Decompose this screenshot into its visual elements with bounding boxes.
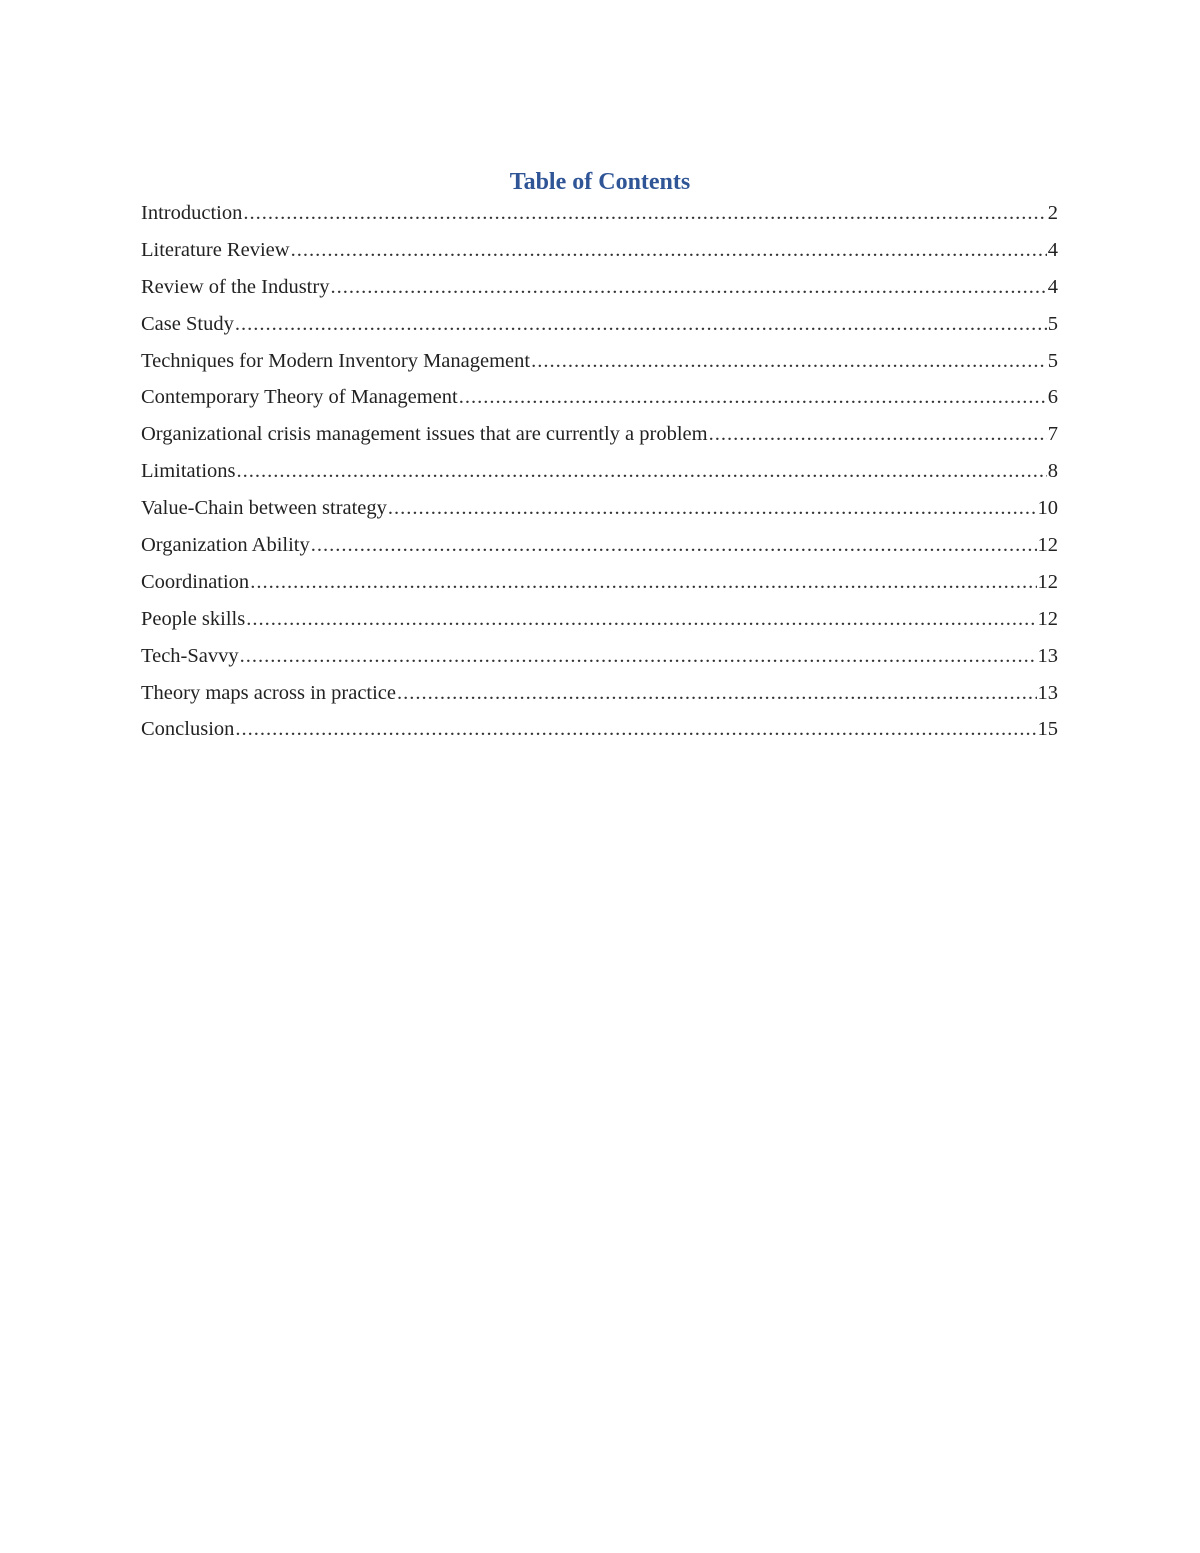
toc-dot-leader	[291, 234, 1047, 266]
toc-entry-crisis-management[interactable]	[141, 418, 1058, 455]
toc-dot-leader	[235, 308, 1047, 340]
toc-entry-theory-maps[interactable]	[141, 677, 1058, 714]
toc-entry-page: 10	[1037, 497, 1058, 520]
toc-dot-leader	[235, 713, 1036, 745]
toc-entry-page: 7	[1047, 423, 1058, 446]
toc-dot-leader	[459, 381, 1047, 413]
toc-entry-coordination[interactable]	[141, 566, 1058, 603]
toc-entry-tech-savvy[interactable]	[141, 640, 1058, 677]
toc-entry-label: Techniques for Modern Inventory Management	[141, 349, 531, 372]
toc-entry-label: Conclusion	[141, 718, 235, 741]
toc-entry-inventory-techniques[interactable]	[141, 345, 1058, 382]
toc-entry-page: 15	[1037, 718, 1058, 741]
toc-list	[141, 197, 1058, 750]
toc-dot-leader	[240, 640, 1037, 672]
toc-entry-conclusion[interactable]	[141, 713, 1058, 750]
toc-entry-label: Value-Chain between strategy	[141, 497, 387, 520]
toc-entry-label: Contemporary Theory of Management	[141, 386, 458, 409]
toc-entry-page: 2	[1047, 202, 1058, 224]
toc-entry-page: 12	[1037, 534, 1058, 557]
toc-entry-label: Organization Ability	[141, 534, 310, 557]
toc-entry-label: Organizational crisis management issues that are currently a problem	[141, 423, 708, 446]
toc-entry-label: Limitations	[141, 460, 236, 483]
toc-dot-leader	[388, 492, 1037, 524]
toc-entry-label: Coordination	[141, 570, 250, 593]
toc-entry-limitations[interactable]	[141, 455, 1058, 492]
toc-dot-leader	[397, 677, 1036, 709]
toc-entry-page: 13	[1037, 681, 1058, 704]
toc-dot-leader	[246, 603, 1036, 635]
toc-entry-people-skills[interactable]	[141, 603, 1058, 640]
toc-entry-page: 4	[1047, 238, 1058, 261]
toc-entry-label: Case Study	[141, 312, 234, 335]
toc-entry-page: 5	[1047, 312, 1058, 335]
toc-dot-leader	[237, 455, 1047, 487]
toc-dot-leader	[243, 197, 1046, 229]
toc-entry-review-of-industry[interactable]	[141, 271, 1058, 308]
toc-entry-value-chain[interactable]	[141, 492, 1058, 529]
toc-dot-leader	[330, 271, 1046, 303]
toc-entry-label: Literature Review	[141, 238, 290, 261]
toc-dot-leader	[531, 345, 1047, 377]
toc-entry-page: 6	[1047, 386, 1058, 409]
toc-dot-leader	[709, 418, 1047, 450]
toc-entry-organization-ability[interactable]	[141, 529, 1058, 566]
toc-entry-page: 4	[1047, 275, 1058, 298]
toc-dot-leader	[250, 566, 1036, 598]
toc-dot-leader	[311, 529, 1037, 561]
toc-title: Table of Contents	[509, 169, 691, 195]
toc-entry-introduction[interactable]	[141, 197, 1058, 234]
toc-entry-label: People skills	[141, 607, 246, 630]
toc-entry-contemporary-theory[interactable]	[141, 381, 1058, 418]
toc-entry-label: Review of the Industry	[141, 275, 330, 298]
toc-entry-case-study[interactable]	[141, 308, 1058, 345]
toc-entry-page: 12	[1037, 570, 1058, 593]
toc-entry-page: 12	[1037, 607, 1058, 630]
toc-entry-label: Tech-Savvy	[141, 644, 239, 667]
toc-entry-page: 8	[1047, 460, 1058, 483]
toc-entry-literature-review[interactable]	[141, 234, 1058, 271]
toc-entry-label: Introduction	[141, 202, 243, 224]
toc-entry-page: 13	[1037, 644, 1058, 667]
toc-entry-page: 5	[1047, 349, 1058, 372]
toc-entry-label: Theory maps across in practice	[141, 681, 397, 704]
